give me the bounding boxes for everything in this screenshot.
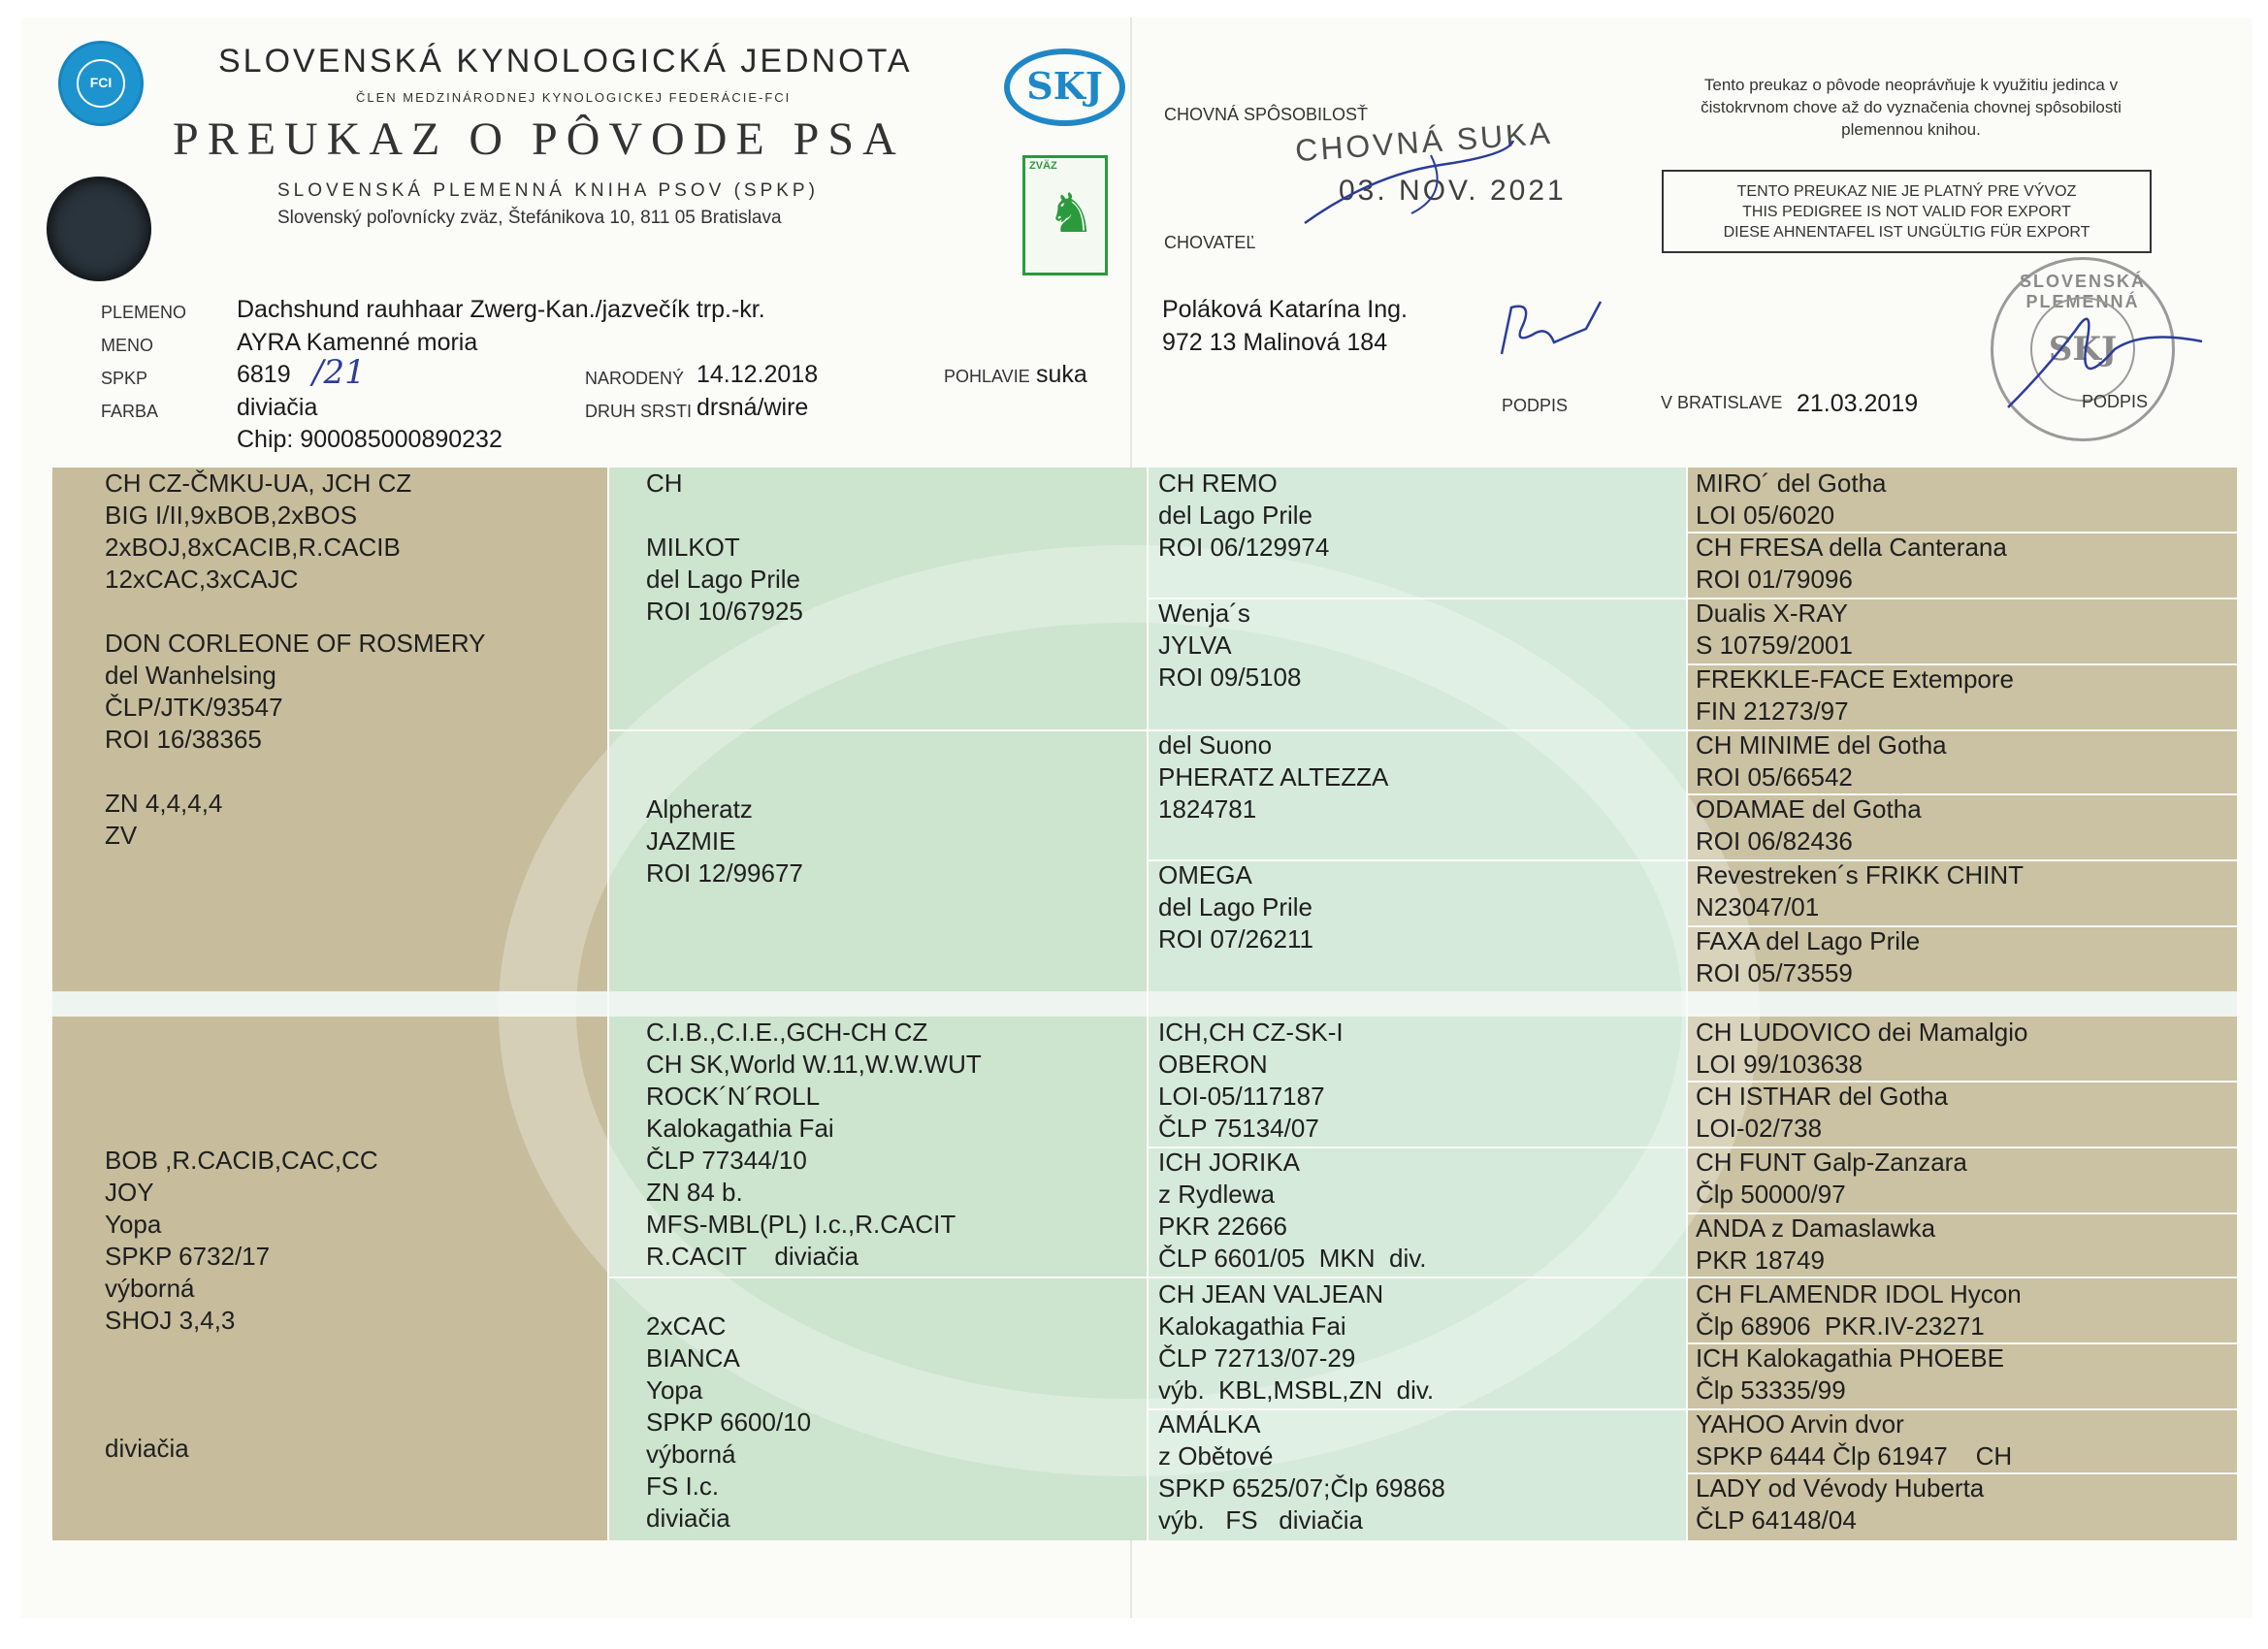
organization-title: SLOVENSKÁ KYNOLOGICKÁ JEDNOTA: [218, 43, 913, 80]
chip-number: Chip: 900085000890232: [237, 426, 502, 453]
breed-label: PLEMENO: [101, 303, 187, 322]
gen4-entry-5: CH MINIME del Gotha ROI 05/66542: [1696, 730, 1947, 792]
breeding-eligibility-label: CHOVNÁ SPÔSOBILOSŤ: [1164, 105, 1369, 124]
gen2-entry-1: CH MILKOT del Lago Prile ROI 10/67925: [646, 469, 803, 626]
round-stamp-text: SLOVENSKÁ PLEMENNÁ: [2019, 272, 2147, 311]
dam-entry: BOB ,R.CACIB,CAC,CC JOY Yopa SPKP 6732/17 výborná SHOJ 3,4,3 diviačia: [105, 1146, 378, 1463]
gen4-entry-15: YAHOO Arvin dvor SPKP 6444 Člp 61947 CH: [1696, 1409, 2013, 1471]
gen4-entry-1: MIRO´ del Gotha LOI 05/6020: [1696, 469, 1887, 530]
export-warning-de: DIESE AHNENTAFEL IST UNGÜLTIG FÜR EXPORT: [1723, 224, 2090, 241]
breeder-label: CHOVATEĽ: [1164, 233, 1256, 252]
hologram-seal: [47, 177, 151, 281]
export-warning-box: [1662, 170, 2152, 253]
gen3-entry-3: del Suono PHERATZ ALTEZZA 1824781: [1158, 730, 1389, 824]
gen2-entry-3: C.I.B.,C.I.E.,GCH-CH CZ CH SK,World W.11,W.W.WUT ROCK´N´ROLL Kalokagathia Fai ČLP 77344/10 ZN 84 b. MFS-MBL(PL) I.c.,R.CACIT R.CACIT diviačia: [646, 1018, 982, 1271]
issue-place: V BRATISLAVE: [1661, 393, 1783, 412]
gen4-entry-10: CH ISTHAR del Gotha LOI-02/738: [1696, 1082, 1949, 1143]
name-value: AYRA Kamenné moria: [237, 329, 478, 356]
gen4-entry-8: FAXA del Lago Prile ROI 05/73559: [1696, 926, 1921, 987]
spkp-value: 6819: [237, 361, 291, 388]
gen4-entry-3: Dualis X-RAY S 10759/2001: [1696, 598, 1853, 660]
gen3-entry-8: AMÁLKA z Obětové SPKP 6525/07;Člp 69868 výb. FS diviačia: [1158, 1409, 1445, 1535]
color-label: FARBA: [101, 402, 159, 421]
sex-value: suka: [1036, 361, 1087, 388]
gen3-entry-1: CH REMO del Lago Prile ROI 06/129974: [1158, 469, 1330, 562]
breed-value: Dachshund rauhhaar Zwerg-Kan./jazvečík trp.-kr.: [237, 296, 765, 323]
organization-address: Slovenský poľovnícky zväz, Štefánikova 10, 811 05 Bratislava: [277, 208, 782, 228]
vline-3: [1686, 468, 1688, 1540]
vline-2: [1147, 468, 1149, 1540]
gen4-entry-6: ODAMAE del Gotha ROI 06/82436: [1696, 794, 1922, 856]
vline-1: [607, 468, 609, 1540]
hunting-union-logo: [1022, 155, 1108, 275]
pedigree-divider: [52, 991, 2237, 1017]
pedigree-table: [52, 468, 2237, 1540]
gen2-entry-2: Alpheratz JAZMIE ROI 12/99677: [646, 794, 803, 888]
signature-scribble: [1295, 136, 1518, 233]
gen3-entry-4: OMEGA del Lago Prile ROI 07/26211: [1158, 860, 1313, 954]
official-signature-label: PODPIS: [2082, 392, 2149, 411]
round-stamp-center: SKJ: [2030, 297, 2135, 402]
gen4-entry-16: LADY od Vévody Huberta ČLP 64148/04: [1696, 1473, 1985, 1535]
gen4-entry-9: CH LUDOVICO dei Mamalgio LOI 99/103638: [1696, 1018, 2028, 1079]
organization-subtitle: ČLEN MEDZINÁRODNEJ KYNOLOGICKEJ FEDERÁCIE-FCI: [356, 90, 792, 105]
gen4-entry-4: FREKKLE-FACE Extempore FIN 21273/97: [1696, 664, 2014, 726]
zvaz-label: ZVÄZ: [1029, 160, 1057, 172]
gen3-entry-5: ICH,CH CZ-SK-I OBERON LOI-05/117187 ČLP 75134/07: [1158, 1018, 1344, 1143]
fci-logo: [58, 41, 144, 126]
gen4-entry-11: CH FUNT Galp-Zanzara Člp 50000/97: [1696, 1148, 1967, 1209]
gen3-entry-6: ICH JORIKA z Rydlewa PKR 22666 ČLP 6601/05 MKN div.: [1158, 1148, 1427, 1273]
skj-logo: SKJ: [1004, 48, 1125, 126]
breeder-address: 972 13 Malinová 184: [1162, 329, 1388, 356]
coat-value: drsná/wire: [697, 394, 809, 421]
export-warning-en: THIS PEDIGREE IS NOT VALID FOR EXPORT: [1742, 204, 2071, 220]
stud-book-title: SLOVENSKÁ PLEMENNÁ KNIHA PSOV (SPKP): [277, 180, 819, 201]
birth-label: NARODENÝ: [585, 369, 685, 388]
name-label: MENO: [101, 336, 153, 355]
gen3-entry-2: Wenja´s JYLVA ROI 09/5108: [1158, 598, 1302, 692]
deer-icon: ♞: [1047, 182, 1096, 243]
breeder-signature-label: PODPIS: [1502, 396, 1569, 415]
sex-label: POHLAVIE: [944, 367, 1030, 386]
coat-label: DRUH SRSTI: [585, 402, 693, 421]
issue-date: 21.03.2019: [1797, 390, 1919, 417]
gen3-entry-7: CH JEAN VALJEAN Kalokagathia Fai ČLP 72713/07-29 výb. KBL,MSBL,ZN div.: [1158, 1279, 1435, 1405]
gen4-entry-2: CH FRESA della Canterana ROI 01/79096: [1696, 533, 2007, 594]
gen2-entry-4: 2xCAC BIANCA Yopa SPKP 6600/10 výborná FS I.c. diviačia: [646, 1311, 812, 1533]
gen4-entry-7: Revestreken´s FRIKK CHINT N23047/01: [1696, 860, 2025, 922]
gen4-entry-14: ICH Kalokagathia PHOEBE Člp 53335/99: [1696, 1343, 2004, 1405]
export-warning-sk: TENTO PREUKAZ NIE JE PLATNÝ PRE VÝVOZ: [1736, 183, 2077, 200]
breeding-stamp-date: 03. NOV. 2021: [1339, 175, 1567, 207]
spkp-handwritten: /21: [312, 353, 366, 392]
fci-logo-text: FCI: [89, 75, 113, 90]
color-value: diviačia: [237, 394, 318, 421]
breeding-notice: Tento preukaz o pôvode neoprávňuje k využitiu jedinca v čistokrvnom chove až do vyznačenia chovnej spôsobilosti plemennou knihou.: [1701, 76, 2122, 139]
gen4-entry-12: ANDA z Damaslawka PKR 18749: [1696, 1213, 1936, 1275]
breeder-signature: [1494, 296, 1610, 364]
document-title: PREUKAZ O PÔVODE PSA: [173, 113, 905, 165]
breeder-name: Poláková Katarína Ing.: [1162, 296, 1408, 323]
breeding-stamp: CHOVNÁ SUKA: [1294, 114, 1554, 169]
birth-date: 14.12.2018: [697, 361, 819, 388]
gen4-entry-13: CH FLAMENDR IDOL Hycon Člp 68906 PKR.IV-23271: [1696, 1279, 2022, 1341]
spkp-label: SPKP: [101, 369, 148, 388]
sire-entry: CH CZ-ČMKU-UA, JCH CZ BIG I/II,9xBOB,2xBOS 2xBOJ,8xCACIB,R.CACIB 12xCAC,3xCAJC DON CORLEONE OF ROSMERY del Wanhelsing ČLP/JTK/93547 ROI 16/38365 ZN 4,4,4,4 ZV: [105, 469, 486, 850]
